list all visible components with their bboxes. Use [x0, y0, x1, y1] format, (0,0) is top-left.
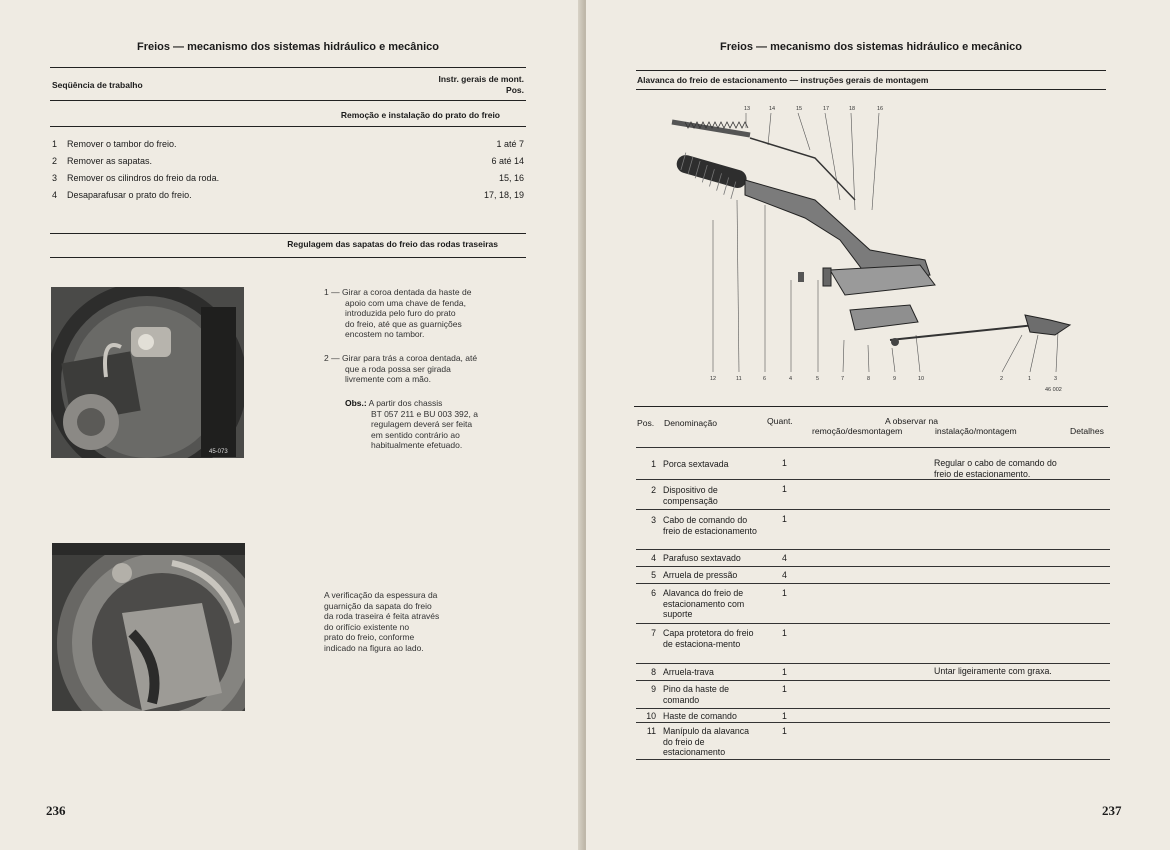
obs-line: regulagem deverá ser feita — [371, 419, 473, 429]
cell-name: Parafuso sextavado — [663, 553, 741, 563]
diagram-label: 5 — [816, 376, 820, 382]
cell-qty: 4 — [782, 553, 787, 563]
section1-title: Remoção e instalação do prato do freio — [340, 110, 500, 120]
note-1-line: do freio, até que as guarnições — [345, 318, 462, 329]
step-pos: 6 até 14 — [491, 156, 524, 166]
step-pos: 1 até 7 — [496, 139, 524, 149]
cell-name: Cabo de comando do freio de estacionamento — [663, 515, 757, 536]
col-header-sequence: Seqüência de trabalho — [52, 80, 143, 90]
col-header-qty: Quant. — [767, 416, 793, 426]
step-pos: 17, 18, 19 — [483, 190, 524, 200]
obs-label: Obs.: — [345, 398, 367, 408]
table-row — [636, 583, 1110, 624]
cell-pos: 4 — [651, 553, 656, 563]
page-number-right: 237 — [1102, 803, 1122, 818]
cell-install: Untar ligeiramente com graxa. — [934, 666, 1052, 676]
cell-name: Arruela de pressão — [663, 570, 738, 580]
col-header-pos: Pos. — [506, 85, 524, 95]
diagram-label: 10 — [918, 376, 925, 382]
step-number: 3 — [52, 173, 58, 183]
table-row — [636, 663, 1110, 681]
cell-pos: 11 — [646, 726, 656, 736]
diagram-label: 6 — [763, 376, 767, 382]
diagram-label: 15 — [796, 106, 803, 112]
col-header-removal: remoção/desmontagem — [812, 426, 903, 436]
obs-note — [345, 398, 478, 451]
cell-name: Manípulo da alavanca do freio de estacionamento — [663, 726, 750, 757]
cell-pos: 10 — [646, 711, 656, 721]
note-2-line: 2 — Girar para trás a coroa dentada, até — [324, 353, 478, 363]
cell-name: Capa protetora do freio de estaciona-mento — [663, 628, 754, 649]
table-row — [636, 722, 1110, 760]
diagram-code: 46 002 — [1045, 387, 1062, 393]
note-1-line: encostem no tambor. — [345, 329, 425, 339]
table-row — [636, 623, 1110, 664]
section2-title: Regulagem das sapatas do freio das rodas traseiras — [287, 239, 498, 249]
cell-install: Regular o cabo de comando do freio de estacionamento. — [934, 458, 1057, 479]
brake-drum-photo-2-image — [52, 543, 245, 711]
diagram-label: 1 — [1028, 376, 1032, 382]
note-3-line: prato do freio, conforme — [324, 632, 415, 642]
step-pos: 15, 16 — [498, 173, 524, 183]
header-rule-2 — [50, 100, 526, 101]
diagram-label: 4 — [789, 376, 793, 382]
note-2-line: que a roda possa ser girada — [345, 363, 451, 374]
parking-brake-exploded-diagram — [640, 100, 1100, 398]
col-header-name: Denominação — [664, 418, 718, 428]
note-3 — [324, 590, 439, 653]
right-header-rule — [636, 70, 1106, 71]
cell-qty: 1 — [782, 667, 787, 677]
table-row — [636, 680, 1110, 709]
diagram-label: 8 — [867, 376, 871, 382]
col-header-install: instalação/montagem — [935, 426, 1017, 436]
diagram-label: 2 — [1000, 376, 1004, 382]
obs-line: habitualmente efetuado. — [371, 440, 463, 450]
table-row — [636, 566, 1110, 584]
col-header-details: Detalhes — [1070, 426, 1104, 436]
diagram-label: 3 — [1054, 376, 1058, 382]
cell-pos: 5 — [651, 570, 656, 580]
col-header-pos: Pos. — [637, 418, 655, 428]
table-top-rule — [634, 406, 1108, 407]
note-3-line: do orifício existente no — [324, 621, 410, 632]
left-page-title: Freios — mecanismo dos sistemas hidráulico e mecânico — [136, 41, 439, 53]
left-page — [0, 0, 584, 850]
obs-line: em sentido contrário ao — [371, 429, 460, 440]
note-3-line: A verificação da espessura da — [324, 590, 438, 600]
step-number: 4 — [52, 190, 58, 200]
table-row — [636, 447, 1110, 480]
step-text: Remover os cilindros do freio da roda. — [67, 173, 220, 183]
diagram-label: 13 — [744, 106, 751, 112]
table-row — [636, 549, 1110, 567]
diagram-label: 12 — [710, 376, 717, 382]
cell-pos: 6 — [651, 588, 656, 598]
cell-pos: 9 — [651, 684, 656, 694]
diagram-label: 7 — [841, 376, 845, 382]
cell-name: Arruela-trava — [663, 667, 714, 677]
cell-pos: 2 — [651, 485, 656, 495]
note-1-line: 1 — Girar a coroa dentada da haste de — [324, 287, 472, 297]
diagram-label: 14 — [769, 106, 776, 112]
cell-pos: 3 — [651, 515, 656, 525]
step-number: 1 — [52, 139, 58, 149]
obs-line: A partir dos chassis — [368, 398, 443, 408]
page-number-left: 236 — [46, 803, 66, 818]
note-1-line: apoio com uma chave de fenda, — [345, 297, 466, 308]
brake-drum-photo-1 — [51, 287, 244, 458]
brake-drum-photo-1-image — [51, 287, 244, 458]
cell-pos: 7 — [651, 628, 656, 638]
note-1-line: introduzida pelo furo do prato — [345, 308, 456, 318]
right-subtitle: Alavanca do freio de estacionamento — instruções gerais de montagem — [637, 75, 929, 85]
cell-qty: 1 — [782, 514, 787, 524]
cell-qty: 4 — [782, 570, 787, 580]
diagram-label: 18 — [849, 106, 856, 112]
note-3-line: da roda traseira é feita através — [324, 611, 440, 621]
cell-qty: 1 — [782, 684, 787, 694]
cell-qty: 1 — [782, 588, 787, 598]
cell-pos: 8 — [651, 667, 656, 677]
brake-drum-photo-2 — [52, 543, 245, 711]
right-page-title: Freios — mecanismo dos sistemas hidráulico e mecânico — [719, 41, 1022, 53]
cell-name: Alavanca do freio de estacionamento com suporte — [663, 588, 745, 619]
note-2-line: livremente com a mão. — [345, 374, 431, 384]
cell-qty: 1 — [782, 484, 787, 494]
cell-name: Dispositivo de compensação — [663, 485, 718, 506]
note-3-line: indicado na figura ao lado. — [324, 642, 424, 653]
table-row — [636, 479, 1110, 510]
note-2 — [324, 353, 477, 385]
table-row — [636, 509, 1110, 550]
photo1-code: 45-073 — [209, 449, 228, 455]
obs-line: BT 057 211 e BU 003 392, a — [371, 408, 478, 419]
col-header-instr: Instr. gerais de mont. — [438, 74, 524, 84]
right-subtitle-rule — [636, 89, 1106, 90]
step-text: Remover o tambor do freio. — [67, 139, 177, 149]
header-rule — [50, 67, 526, 68]
col-header-observe: A observar na — [885, 416, 939, 426]
diagram-label: 9 — [893, 376, 897, 382]
section2-top-rule — [50, 233, 526, 234]
diagram-label: 16 — [877, 106, 884, 112]
step-number: 2 — [52, 156, 58, 166]
cell-qty: 1 — [782, 458, 787, 468]
diagram-label: 17 — [823, 106, 830, 112]
step-text: Desaparafusar o prato do freio. — [67, 190, 192, 200]
cell-qty: 1 — [782, 726, 787, 736]
section2-rule — [50, 257, 526, 258]
diagram-label: 11 — [736, 376, 742, 382]
note-3-line: guarnição da sapata do freio — [324, 600, 432, 611]
cell-qty: 1 — [782, 628, 787, 638]
cell-name: Pino da haste de comando — [663, 684, 730, 705]
cell-pos: 1 — [651, 459, 656, 469]
note-1 — [324, 287, 471, 340]
cell-name: Porca sextavada — [663, 459, 729, 469]
cell-qty: 1 — [782, 711, 787, 721]
step-text: Remover as sapatas. — [67, 156, 153, 166]
section1-rule — [50, 126, 526, 127]
cell-name: Haste de comando — [663, 711, 737, 721]
